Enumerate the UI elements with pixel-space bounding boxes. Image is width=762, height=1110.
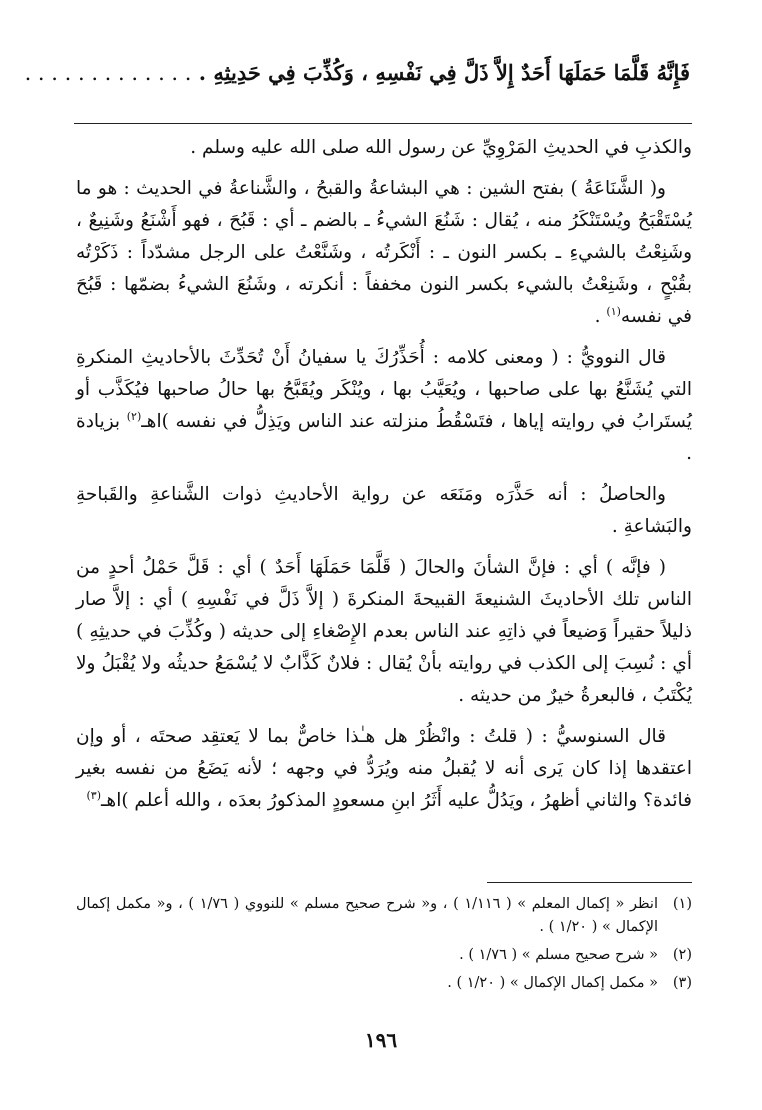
- footnote-ref-2[interactable]: (٢): [126, 409, 142, 423]
- paragraph-5: ( فإنَّه ) أي : فإنَّ الشأنَ والحالَ ( قَلَّمَا حَمَلَهَا أَحَدٌ ) أي : قَلَّ حَمْلُ أحدٍ من الناس تلك الأحاديثَ الشنيعةَ القبيحةَ المنكرةَ ( إلاَّ ذَلَّ في نَفْسِهِ ) أي : إلاَّ صار ذليلاً حقيراً وَضيعاً في ذاتِهِ عند الناس بعدم الإِصْغاءِ إلى حديثه ( وكُذِّبَ في حديثِهِ ) أي : نُسِبَ إلى الكذب في روايته بأنْ يُقال : فلانٌ كَذَّابٌ لا يُسْمَعُ حديثُه ولا يُقْبَلُ ولا يُكْتَبُ ، فالبعرةُ خيرٌ من حديثه .: [76, 557, 692, 706]
- footnote-number: (٢): [672, 947, 692, 963]
- footnote-ref-3[interactable]: (٣): [86, 788, 102, 802]
- header-dots: . . . . . . . . . . . . .: [24, 61, 192, 85]
- main-text: [76, 132, 692, 826]
- header-text: فَإِنَّهُ قَلَّمَا حَمَلَهَا أَحَدٌ إِلاَّ ذَلَّ فِي نَفْسِهِ ، وَكُذِّبَ فِي حَدِيثِهِ .: [198, 60, 690, 85]
- footnote-2: [76, 944, 692, 967]
- footnote-text: انظر « إكمال المعلم » ( ١/١١٦ ) ، و« شرح صحيح مسلم » للنووي ( ١/٧٦ ) ، و« مكمل إكمال الإكمال » ( ١/٢٠ ) .: [76, 896, 658, 935]
- page-number: ١٩٦: [364, 1028, 398, 1052]
- paragraph-3: قال النوويُّ : ( ومعنى كلامه : أُحَذِّرُكَ يا سفيانُ أَنْ تُحَدِّثَ بالأحاديثِ المنكرةِ التي يُشَنَّعُ بها على صاحبها ، ويُعَيَّبُ بها ، ويُنْكَر ويُقَبَّحُ بها حالُ صاحبها فيُكَذَّب أو يُستَرابُ في روايته إياها ، فتَسْقُطُ منزلته عند الناس ويَذِلُّ في نفسه )اهـ$^{(٢)}$ بزيادة .: [76, 347, 692, 464]
- footnote-1: [76, 893, 692, 939]
- footnote-text: « مكمل إكمال الإكمال » ( ١/٢٠ ) .: [447, 975, 658, 991]
- footnote-3: [76, 972, 692, 995]
- footnote-number: (١): [672, 896, 692, 912]
- footnotes: [76, 893, 692, 1000]
- footnote-number: (٣): [672, 975, 692, 991]
- footnote-divider: [487, 882, 692, 883]
- paragraph-6: قال السنوسيُّ : ( قلتُ : وانْظُرْ هل هـٰذا خاصٌّ بما لا يَعتقِد صحتَه ، أو وإن اعتقدها إذا كان يَرى أنه لا يُقبلُ منه ويُرَدُّ في وجهه ؛ لأنه يَضَعُ من نفسه بغير فائدة؟ والثاني أظهرُ ، ويَدُلُّ عليه أَثَرُ ابنِ مسعودٍ المذكورُ بعدَه ، والله أعلم )اهـ$^{(٣)}$: [76, 726, 692, 811]
- footnote-ref-1[interactable]: (١): [606, 304, 621, 318]
- paragraph-1: والكذبِ في الحديثِ المَرْوِيِّ عن رسول الله صلى الله عليه وسلم .: [190, 137, 692, 158]
- header-divider: [74, 123, 692, 124]
- running-header: [24, 60, 690, 85]
- footnote-text: « شرح صحيح مسلم » ( ١/٧٦ ) .: [459, 947, 658, 963]
- paragraph-4: والحاصلُ : أنه حَذَّرَه ومَنَعَه عن رواية الأحاديثِ ذوات الشَّناعةِ والقَباحةِ والبَشاعةِ .: [76, 484, 692, 537]
- paragraph-2: و( الشَّنَاعَةُ ) بفتح الشين : هي البشاعةُ والقبحُ ، والشَّناعةُ في الحديث : هو ما يُسْتَقْبَحُ ويُسْتَنْكَرُ منه ، يُقال : شَنُعَ الشيءُ ـ بالضم ـ أي : قَبُحَ ، فهو أَشْنَعُ وشَنِيعٌ ، وشَنِعْتُ بالشيءِ ـ بكسر النون ـ : أَنْكَرتُه ، وشَنَّعْتُ على الرجل مشدّداً : ذَكَرْتُه بقُبْحٍ ، وشَنِعْتُ بالشيء بكسر النون مخففاً : أنكرته ، وشَنُعَ الشيءُ بضمّها : قَبُحَ في نفسه$^{(١)}$ .: [76, 178, 692, 327]
